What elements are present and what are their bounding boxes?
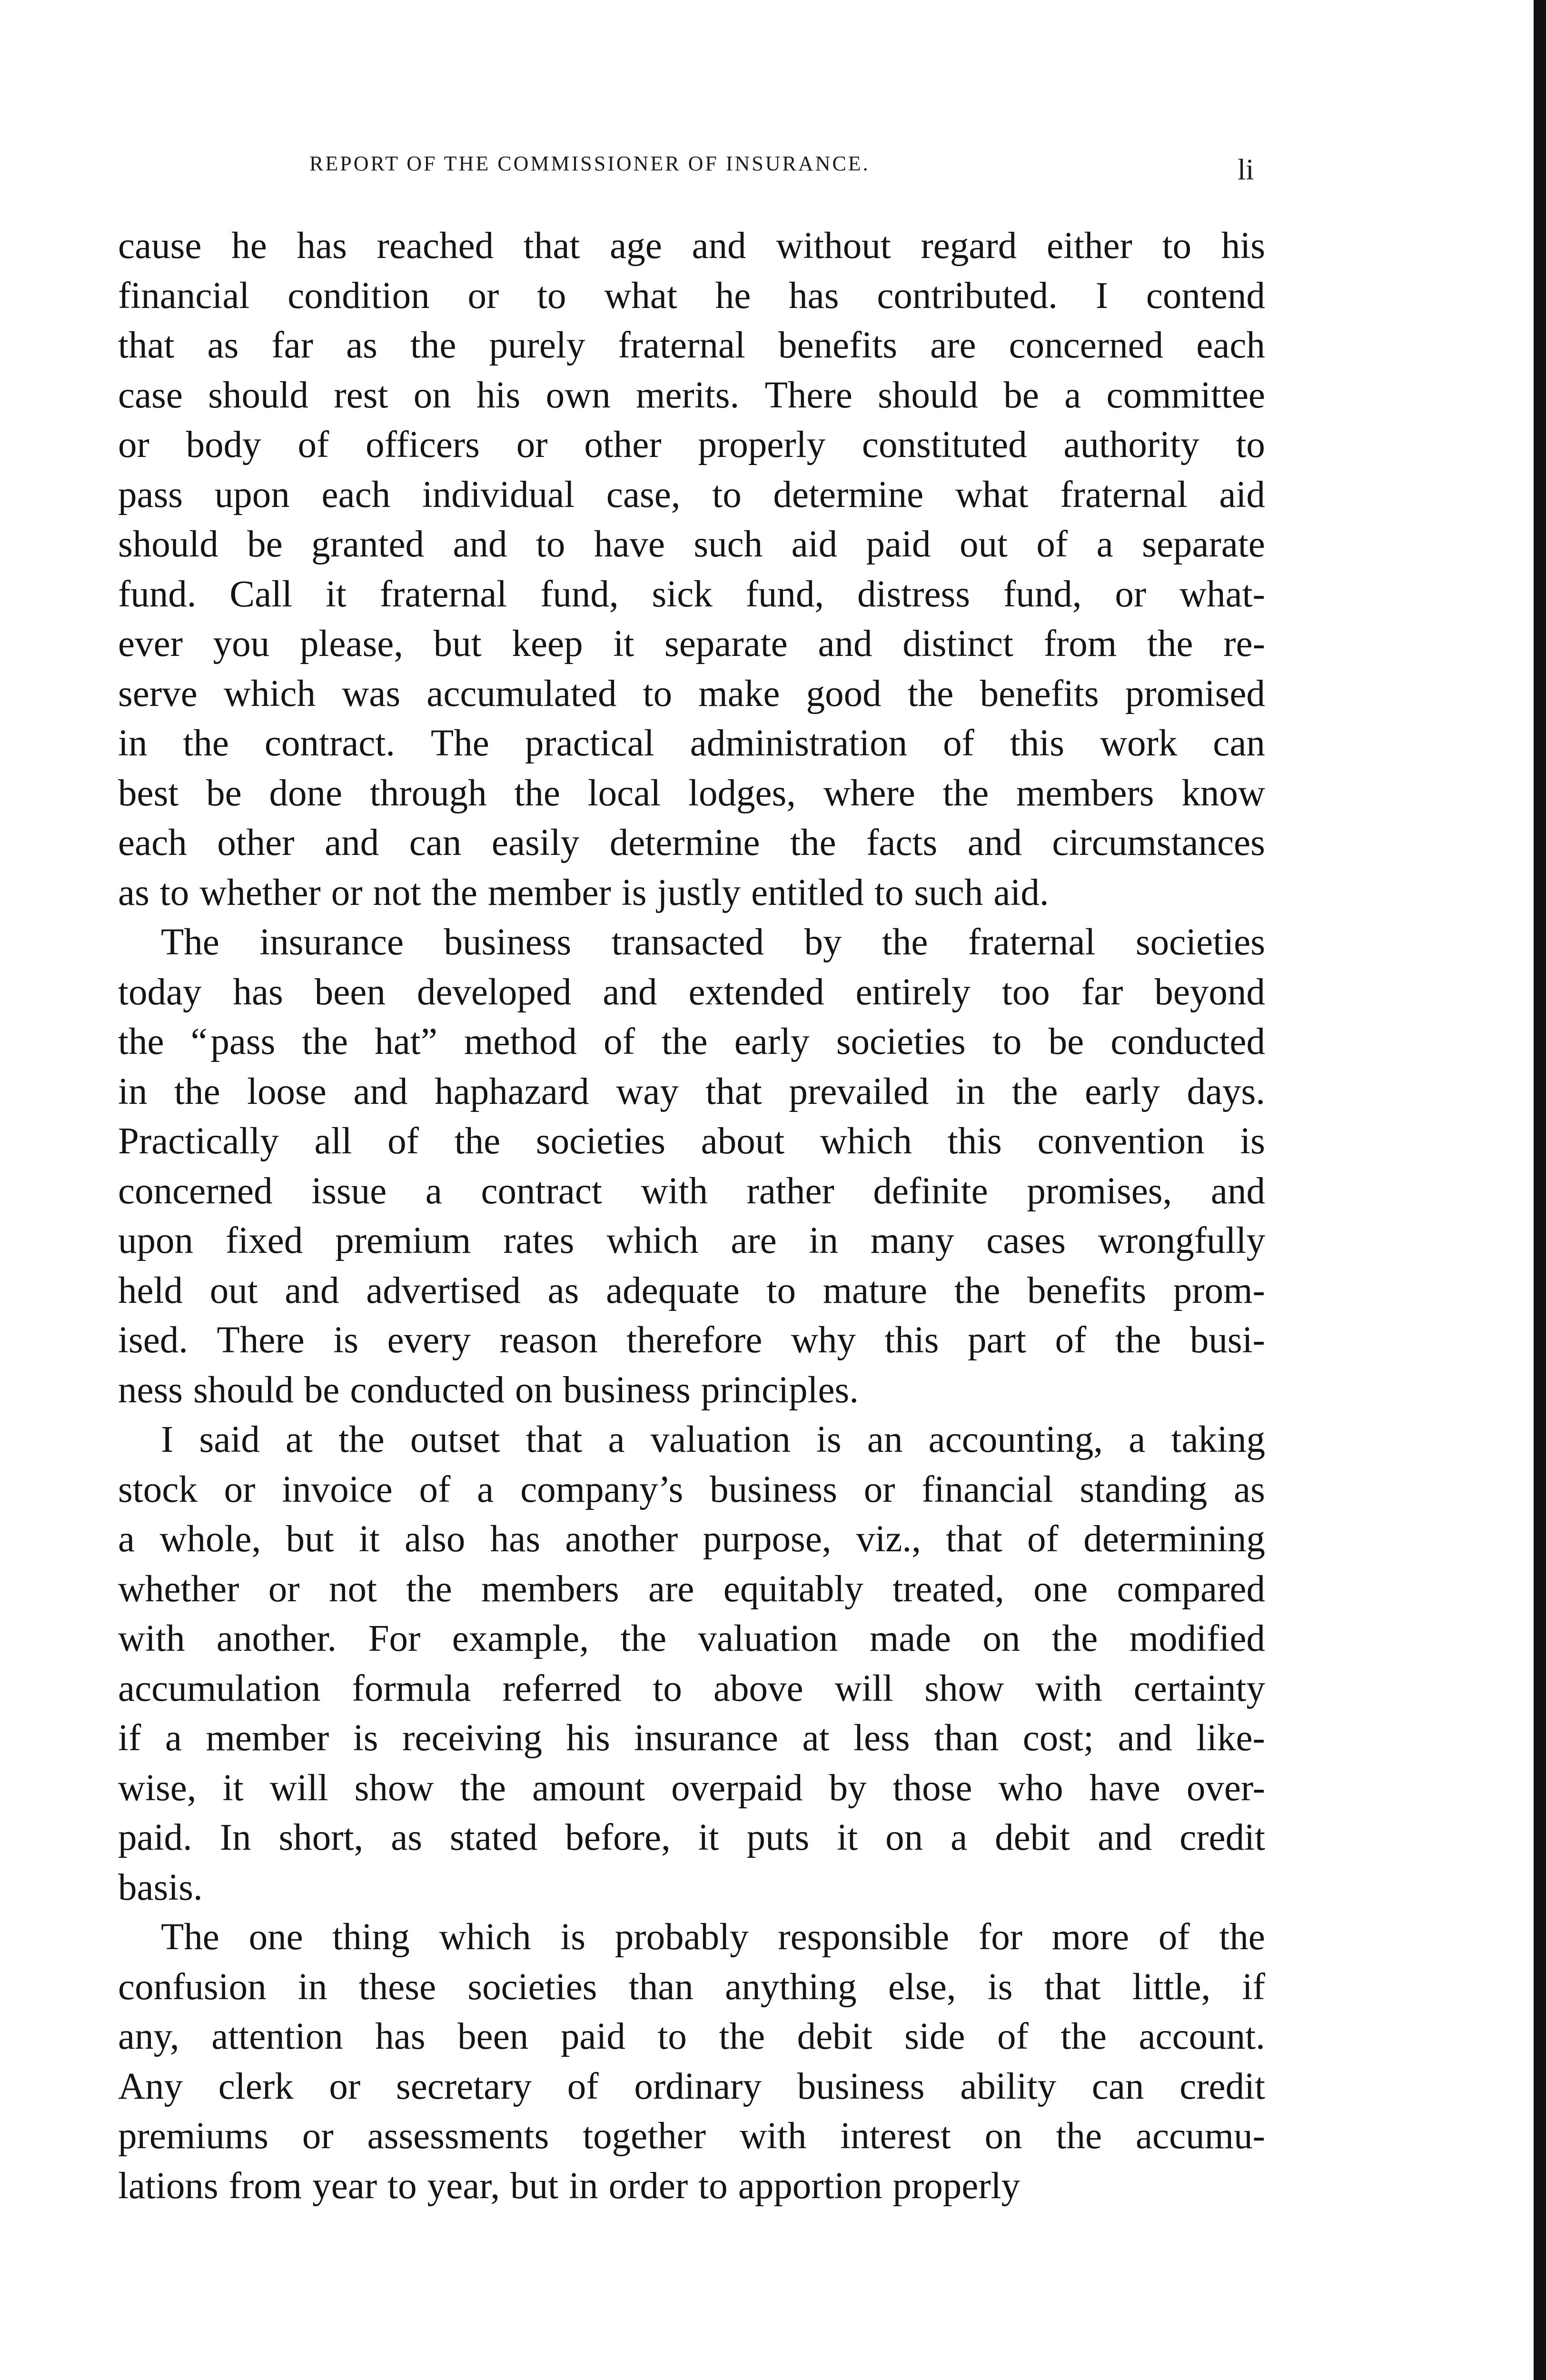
- text-line: best be done through the local lodges, where the members know: [118, 772, 1265, 814]
- text-line: upon fixed premium rates which are in many cases wrongfully: [118, 1220, 1265, 1261]
- text-line: premiums or assessments together with interest on the accumu-: [118, 2115, 1265, 2157]
- text-line: case should rest on his own merits. There should be a committee: [118, 374, 1265, 416]
- text-line: confusion in these societies than anything else, is that little, if: [118, 1966, 1265, 2008]
- text-line: in the loose and haphazard way that prevailed in the early days.: [118, 1071, 1265, 1112]
- text-line: basis.: [118, 1866, 203, 1908]
- text-line: stock or invoice of a company’s business or financial standing as: [118, 1468, 1265, 1510]
- text-line: lations from year to year, but in order to apportion properly: [118, 2165, 1021, 2207]
- paragraph: [118, 1415, 1265, 1913]
- text-line: should be granted and to have such aid paid out of a separate: [118, 524, 1265, 565]
- text-line: The insurance business transacted by the fraternal societies: [161, 922, 1265, 963]
- text-line: fund. Call it fraternal fund, sick fund, distress fund, or what-: [118, 573, 1265, 615]
- text-line: or body of officers or other properly constituted authority to: [118, 424, 1265, 466]
- text-line: held out and advertised as adequate to mature the benefits prom-: [118, 1269, 1265, 1311]
- body-text: [118, 221, 1265, 2211]
- text-line: in the contract. The practical administration of this work can: [118, 723, 1265, 764]
- running-title: REPORT OF THE COMMISSIONER OF INSURANCE.: [309, 152, 870, 175]
- paragraph: [118, 221, 1265, 918]
- paragraph: [118, 1913, 1265, 2211]
- page-number: li: [1238, 154, 1254, 186]
- text-line: wise, it will show the amount overpaid by those who have over-: [118, 1767, 1265, 1809]
- text-line: paid. In short, as stated before, it puts it on a debit and credit: [118, 1817, 1265, 1858]
- text-line: pass upon each individual case, to determine what fraternal aid: [118, 474, 1265, 516]
- text-line: that as far as the purely fraternal benefits are concerned each: [118, 325, 1265, 366]
- text-line: today has been developed and extended entirely too far beyond: [118, 971, 1265, 1013]
- scan-edge-right: [1534, 0, 1546, 2380]
- text-line: as to whether or not the member is justly entitled to such aid.: [118, 872, 1049, 913]
- text-line: ness should be conducted on business principles.: [118, 1369, 859, 1411]
- text-line: The one thing which is probably responsible for more of the: [161, 1916, 1265, 1958]
- text-line: if a member is receiving his insurance at less than cost; and like-: [118, 1717, 1265, 1759]
- text-line: ever you please, but keep it separate and distinct from the re-: [118, 623, 1265, 664]
- text-line: with another. For example, the valuation made on the modified: [118, 1618, 1265, 1659]
- text-line: I said at the outset that a valuation is an accounting, a taking: [161, 1419, 1265, 1460]
- text-line: the “ pass the hat” method of the early societies to be conducted: [118, 1021, 1265, 1062]
- paragraph: [118, 918, 1265, 1415]
- text-line: a whole, but it also has another purpose, viz., that of determining: [118, 1518, 1265, 1560]
- text-line: ised. There is every reason therefore why this part of the busi-: [118, 1319, 1265, 1361]
- text-line: any, attention has been paid to the debit side of the account.: [118, 2016, 1265, 2057]
- text-line: Practically all of the societies about which this convention is: [118, 1121, 1265, 1162]
- text-line: accumulation formula referred to above will show with certainty: [118, 1667, 1265, 1709]
- text-line: each other and can easily determine the facts and circumstances: [118, 822, 1265, 863]
- text-line: financial condition or to what he has contributed. I contend: [118, 275, 1265, 317]
- text-line: whether or not the members are equitably treated, one compared: [118, 1568, 1265, 1610]
- text-line: concerned issue a contract with rather definite promises, and: [118, 1170, 1265, 1212]
- text-line: cause he has reached that age and without regard either to his: [118, 225, 1265, 267]
- text-line: Any clerk or secretary of ordinary business ability can credit: [118, 2065, 1265, 2107]
- text-line: serve which was accumulated to make good the benefits promised: [118, 673, 1265, 714]
